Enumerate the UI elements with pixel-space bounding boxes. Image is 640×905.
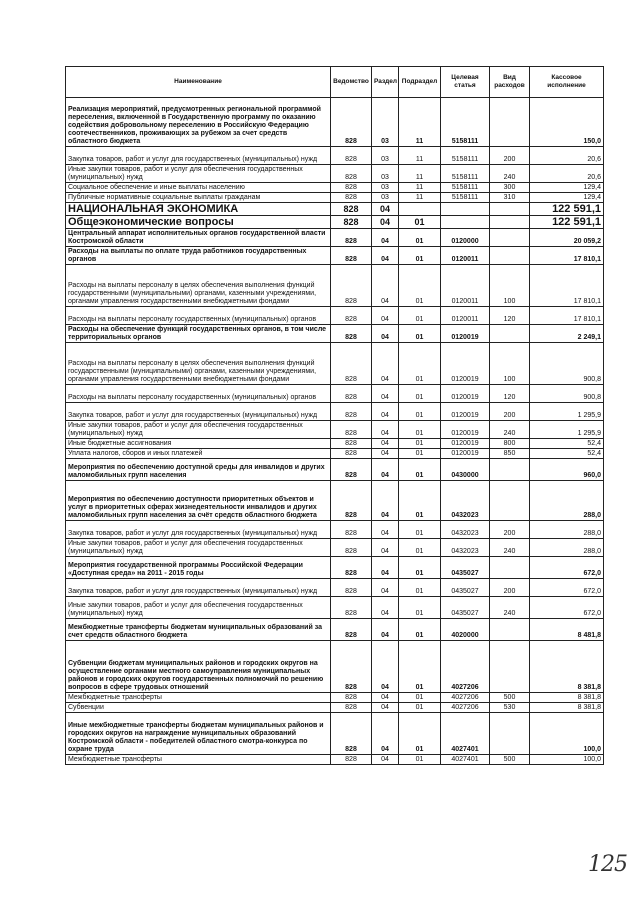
cell-agency: 828	[331, 421, 372, 439]
cell-cash-execution: 129,4	[530, 193, 604, 203]
cell-agency: 828	[331, 481, 372, 521]
cell-agency: 828	[331, 265, 372, 307]
cell-expense-type	[490, 641, 530, 693]
cell-agency: 828	[331, 98, 372, 147]
cell-name: Иные закупки товаров, работ и услуг для обеспечения государственных (муниципальных) нужд	[66, 165, 331, 183]
cell-target-article: 4027401	[441, 713, 490, 755]
table-row	[66, 265, 604, 307]
cell-agency: 828	[331, 229, 372, 247]
cell-agency: 828	[331, 403, 372, 421]
col-header-section: Раздел	[372, 67, 399, 98]
cell-agency: 828	[331, 165, 372, 183]
cell-cash-execution: 900,8	[530, 385, 604, 403]
cell-name: Межбюджетные трансферты	[66, 693, 331, 703]
cell-section: 04	[372, 307, 399, 325]
cell-target-article: 5158111	[441, 183, 490, 193]
table-row	[66, 229, 604, 247]
cell-target-article: 0120011	[441, 247, 490, 265]
cell-agency: 828	[331, 557, 372, 579]
table-row	[66, 693, 604, 703]
cell-section: 04	[372, 439, 399, 449]
cell-agency: 828	[331, 247, 372, 265]
cell-section: 04	[372, 481, 399, 521]
cell-name: Закупка товаров, работ и услуг для государственных (муниципальных) нужд	[66, 579, 331, 597]
cell-name: Уплата налогов, сборов и иных платежей	[66, 449, 331, 459]
cell-cash-execution: 100,0	[530, 713, 604, 755]
cell-target-article: 0120019	[441, 421, 490, 439]
cell-name: Межбюджетные трансферты бюджетам муниципальных образований за счет средств областного бюджета	[66, 619, 331, 641]
cell-target-article: 0432023	[441, 481, 490, 521]
cell-target-article: 0120019	[441, 449, 490, 459]
cell-name: Иные бюджетные ассигнования	[66, 439, 331, 449]
cell-expense-type: 240	[490, 421, 530, 439]
cell-subsection: 01	[399, 325, 441, 343]
cell-subsection: 01	[399, 557, 441, 579]
cell-cash-execution: 100,0	[530, 755, 604, 765]
cell-name: Мероприятия по обеспечению доступности приоритетных объектов и услуг в приоритетных сферах жизнедеятельности инвалидов и других маломобильных групп населения за счёт средств областного бюджета	[66, 481, 331, 521]
cell-section: 04	[372, 403, 399, 421]
cell-section: 04	[372, 579, 399, 597]
cell-subsection: 11	[399, 98, 441, 147]
cell-subsection: 01	[399, 216, 441, 229]
cell-expense-type: 240	[490, 539, 530, 557]
table-row	[66, 165, 604, 183]
cell-section: 04	[372, 619, 399, 641]
cell-expense-type: 310	[490, 193, 530, 203]
cell-agency: 828	[331, 193, 372, 203]
cell-subsection: 01	[399, 449, 441, 459]
cell-expense-type	[490, 459, 530, 481]
cell-expense-type	[490, 325, 530, 343]
cell-name: Общеэкономические вопросы	[66, 216, 331, 229]
cell-section: 04	[372, 216, 399, 229]
cell-subsection: 01	[399, 597, 441, 619]
cell-section: 03	[372, 147, 399, 165]
cell-expense-type: 120	[490, 307, 530, 325]
cell-subsection: 11	[399, 147, 441, 165]
cell-agency: 828	[331, 693, 372, 703]
cell-subsection: 01	[399, 539, 441, 557]
cell-expense-type: 800	[490, 439, 530, 449]
cell-section: 04	[372, 325, 399, 343]
cell-name: Иные закупки товаров, работ и услуг для обеспечения государственных (муниципальных) нужд	[66, 597, 331, 619]
cell-subsection: 01	[399, 641, 441, 693]
cell-name: Закупка товаров, работ и услуг для государственных (муниципальных) нужд	[66, 521, 331, 539]
cell-section: 04	[372, 521, 399, 539]
table-row	[66, 385, 604, 403]
cell-subsection: 01	[399, 343, 441, 385]
cell-section: 04	[372, 539, 399, 557]
table-row	[66, 403, 604, 421]
cell-expense-type: 530	[490, 703, 530, 713]
cell-name: Иные закупки товаров, работ и услуг для обеспечения государственных (муниципальных) нужд	[66, 421, 331, 439]
cell-agency: 828	[331, 216, 372, 229]
cell-expense-type: 850	[490, 449, 530, 459]
cell-agency: 828	[331, 385, 372, 403]
table-header-row	[66, 67, 604, 98]
cell-cash-execution: 20 059,2	[530, 229, 604, 247]
cell-agency: 828	[331, 539, 372, 557]
col-header-name: Наименование	[66, 67, 331, 98]
table-row	[66, 459, 604, 481]
cell-name: Иные межбюджетные трансферты бюджетам муниципальных районов и городских округов на награждение муниципальных образований Костромской области - победителей областного смотра-конкурса по охране труда	[66, 713, 331, 755]
cell-target-article: 0432023	[441, 539, 490, 557]
cell-name: Иные закупки товаров, работ и услуг для обеспечения государственных (муниципальных) нужд	[66, 539, 331, 557]
cell-expense-type	[490, 229, 530, 247]
cell-expense-type	[490, 557, 530, 579]
col-header-cash-execution: Кассовое исполнение	[530, 67, 604, 98]
cell-cash-execution: 17 810,1	[530, 307, 604, 325]
table-row	[66, 147, 604, 165]
cell-expense-type: 120	[490, 385, 530, 403]
cell-cash-execution: 672,0	[530, 597, 604, 619]
cell-cash-execution: 17 810,1	[530, 247, 604, 265]
cell-cash-execution: 900,8	[530, 343, 604, 385]
table-row	[66, 641, 604, 693]
cell-subsection: 11	[399, 183, 441, 193]
cell-subsection: 11	[399, 165, 441, 183]
col-header-agency: Ведомство	[331, 67, 372, 98]
cell-target-article: 4020000	[441, 619, 490, 641]
cell-section: 03	[372, 193, 399, 203]
cell-agency: 828	[331, 703, 372, 713]
cell-target-article: 0430000	[441, 459, 490, 481]
table-row	[66, 703, 604, 713]
cell-target-article: 4027206	[441, 703, 490, 713]
cell-section: 04	[372, 557, 399, 579]
col-header-expense-type: Вид расходов	[490, 67, 530, 98]
cell-agency: 828	[331, 307, 372, 325]
table-row	[66, 439, 604, 449]
cell-name: Мероприятия государственной программы Российской Федерации «Доступная среда» на 2011 - 2015 годы	[66, 557, 331, 579]
table-row	[66, 755, 604, 765]
cell-section: 04	[372, 203, 399, 216]
cell-section: 04	[372, 421, 399, 439]
cell-expense-type: 240	[490, 597, 530, 619]
cell-subsection: 01	[399, 439, 441, 449]
cell-cash-execution: 1 295,9	[530, 421, 604, 439]
cell-target-article: 5158111	[441, 165, 490, 183]
table-row	[66, 98, 604, 147]
cell-section: 03	[372, 183, 399, 193]
cell-section: 04	[372, 247, 399, 265]
cell-cash-execution: 122 591,1	[530, 203, 604, 216]
cell-cash-execution: 960,0	[530, 459, 604, 481]
budget-sheet	[65, 66, 603, 765]
cell-section: 04	[372, 641, 399, 693]
table-row	[66, 325, 604, 343]
table-row	[66, 557, 604, 579]
cell-subsection: 01	[399, 481, 441, 521]
cell-cash-execution: 8 381,8	[530, 703, 604, 713]
table-row	[66, 343, 604, 385]
cell-section: 04	[372, 343, 399, 385]
cell-name: Расходы на выплаты персоналу государственных (муниципальных) органов	[66, 385, 331, 403]
cell-target-article: 0120019	[441, 325, 490, 343]
cell-target-article: 4027401	[441, 755, 490, 765]
cell-target-article: 0120019	[441, 403, 490, 421]
cell-agency: 828	[331, 579, 372, 597]
cell-agency: 828	[331, 343, 372, 385]
cell-cash-execution: 52,4	[530, 439, 604, 449]
cell-cash-execution: 2 249,1	[530, 325, 604, 343]
cell-name: Реализация мероприятий, предусмотренных региональной программой переселения, включенной в Государственную программу по оказанию содействия добровольному переселению в Российскую Федерацию соотечественников, проживающих за рубежом за счет средств областного бюджета	[66, 98, 331, 147]
cell-agency: 828	[331, 597, 372, 619]
table-row	[66, 619, 604, 641]
cell-agency: 828	[331, 449, 372, 459]
cell-name: Межбюджетные трансферты	[66, 755, 331, 765]
cell-agency: 828	[331, 325, 372, 343]
cell-cash-execution: 8 481,8	[530, 619, 604, 641]
cell-target-article: 5158111	[441, 98, 490, 147]
cell-name: Закупка товаров, работ и услуг для государственных (муниципальных) нужд	[66, 147, 331, 165]
cell-subsection: 01	[399, 579, 441, 597]
cell-subsection: 01	[399, 307, 441, 325]
cell-target-article: 0120000	[441, 229, 490, 247]
table-row	[66, 216, 604, 229]
cell-target-article: 5158111	[441, 193, 490, 203]
cell-name: НАЦИОНАЛЬНАЯ ЭКОНОМИКА	[66, 203, 331, 216]
cell-target-article: 5158111	[441, 147, 490, 165]
cell-agency: 828	[331, 713, 372, 755]
cell-target-article: 0120011	[441, 307, 490, 325]
cell-expense-type	[490, 481, 530, 521]
cell-section: 04	[372, 459, 399, 481]
cell-section: 04	[372, 229, 399, 247]
cell-target-article: 0435027	[441, 557, 490, 579]
cell-target-article: 0432023	[441, 521, 490, 539]
cell-name: Субвенции	[66, 703, 331, 713]
table-row	[66, 597, 604, 619]
cell-target-article: 4027206	[441, 693, 490, 703]
cell-cash-execution: 20,6	[530, 147, 604, 165]
col-header-target-article: Целевая статья	[441, 67, 490, 98]
cell-target-article: 0435027	[441, 597, 490, 619]
cell-agency: 828	[331, 439, 372, 449]
cell-subsection: 01	[399, 703, 441, 713]
cell-section: 04	[372, 755, 399, 765]
cell-expense-type: 500	[490, 755, 530, 765]
cell-target-article: 0120019	[441, 385, 490, 403]
cell-section: 04	[372, 693, 399, 703]
cell-name: Закупка товаров, работ и услуг для государственных (муниципальных) нужд	[66, 403, 331, 421]
cell-name: Расходы на выплаты персоналу в целях обеспечения выполнения функций государственными (муниципальными) органами, казенными учреждениями, органами управления государственными внебюджетными фондами	[66, 343, 331, 385]
cell-agency: 828	[331, 183, 372, 193]
cell-expense-type	[490, 247, 530, 265]
cell-expense-type	[490, 619, 530, 641]
cell-expense-type: 200	[490, 147, 530, 165]
table-row	[66, 449, 604, 459]
cell-agency: 828	[331, 203, 372, 216]
cell-expense-type: 300	[490, 183, 530, 193]
cell-target-article: 0120019	[441, 439, 490, 449]
table-row	[66, 307, 604, 325]
cell-subsection: 11	[399, 193, 441, 203]
table-row	[66, 203, 604, 216]
cell-agency: 828	[331, 459, 372, 481]
cell-expense-type: 200	[490, 579, 530, 597]
cell-name: Мероприятия по обеспечению доступной среды для инвалидов и других маломобильных групп населения	[66, 459, 331, 481]
cell-cash-execution: 8 381,8	[530, 693, 604, 703]
cell-subsection: 01	[399, 421, 441, 439]
cell-subsection: 01	[399, 265, 441, 307]
cell-section: 04	[372, 713, 399, 755]
cell-target-article: 4027206	[441, 641, 490, 693]
cell-section: 04	[372, 703, 399, 713]
cell-cash-execution: 288,0	[530, 539, 604, 557]
cell-name: Центральный аппарат исполнительных органов государственной власти Костромской области	[66, 229, 331, 247]
table-row	[66, 421, 604, 439]
budget-table	[65, 66, 604, 765]
cell-name: Расходы на выплаты персоналу государственных (муниципальных) органов	[66, 307, 331, 325]
table-row	[66, 183, 604, 193]
table-row	[66, 713, 604, 755]
cell-expense-type	[490, 203, 530, 216]
table-row	[66, 247, 604, 265]
cell-cash-execution: 672,0	[530, 557, 604, 579]
cell-cash-execution: 1 295,9	[530, 403, 604, 421]
cell-cash-execution: 288,0	[530, 521, 604, 539]
cell-cash-execution: 122 591,1	[530, 216, 604, 229]
cell-expense-type	[490, 216, 530, 229]
col-header-subsection: Подраздел	[399, 67, 441, 98]
cell-section: 04	[372, 597, 399, 619]
cell-subsection: 01	[399, 247, 441, 265]
cell-agency: 828	[331, 521, 372, 539]
cell-section: 03	[372, 165, 399, 183]
cell-expense-type: 200	[490, 403, 530, 421]
cell-name: Расходы на выплаты персоналу в целях обеспечения выполнения функций государственными (муниципальными) органами, казенными учреждениями, органами управления государственными внебюджетными фондами	[66, 265, 331, 307]
cell-expense-type	[490, 713, 530, 755]
cell-expense-type: 100	[490, 265, 530, 307]
cell-subsection	[399, 203, 441, 216]
cell-name: Расходы на выплаты по оплате труда работников государственных органов	[66, 247, 331, 265]
cell-agency: 828	[331, 619, 372, 641]
cell-cash-execution: 52,4	[530, 449, 604, 459]
cell-cash-execution: 672,0	[530, 579, 604, 597]
cell-subsection: 01	[399, 459, 441, 481]
page-number: 125	[588, 852, 627, 877]
cell-section: 04	[372, 265, 399, 307]
cell-target-article	[441, 203, 490, 216]
cell-name: Публичные нормативные социальные выплаты гражданам	[66, 193, 331, 203]
cell-target-article: 0120011	[441, 265, 490, 307]
cell-section: 04	[372, 449, 399, 459]
cell-name: Субвенции бюджетам муниципальных районов и городских округов на осуществление органами местного самоуправления муниципальных районов и городских округов государственных полномочий по решению вопросов в сфере трудовых отношений	[66, 641, 331, 693]
cell-expense-type: 240	[490, 165, 530, 183]
table-row	[66, 521, 604, 539]
cell-subsection: 01	[399, 521, 441, 539]
cell-expense-type	[490, 98, 530, 147]
cell-expense-type: 100	[490, 343, 530, 385]
cell-agency: 828	[331, 147, 372, 165]
cell-name: Расходы на обеспечение функций государственных органов, в том числе территориальных органов	[66, 325, 331, 343]
cell-expense-type: 200	[490, 521, 530, 539]
cell-subsection: 01	[399, 693, 441, 703]
cell-agency: 828	[331, 755, 372, 765]
cell-subsection: 01	[399, 619, 441, 641]
cell-target-article: 0435027	[441, 579, 490, 597]
cell-cash-execution: 20,6	[530, 165, 604, 183]
cell-subsection: 01	[399, 713, 441, 755]
cell-agency: 828	[331, 641, 372, 693]
cell-target-article	[441, 216, 490, 229]
cell-subsection: 01	[399, 403, 441, 421]
table-row	[66, 481, 604, 521]
cell-subsection: 01	[399, 385, 441, 403]
cell-expense-type: 500	[490, 693, 530, 703]
table-body	[66, 98, 604, 765]
table-row	[66, 193, 604, 203]
cell-cash-execution: 288,0	[530, 481, 604, 521]
cell-cash-execution: 150,0	[530, 98, 604, 147]
table-row	[66, 539, 604, 557]
cell-subsection: 01	[399, 229, 441, 247]
table-row	[66, 579, 604, 597]
cell-section: 03	[372, 98, 399, 147]
cell-cash-execution: 129,4	[530, 183, 604, 193]
cell-cash-execution: 8 381,8	[530, 641, 604, 693]
cell-target-article: 0120019	[441, 343, 490, 385]
cell-cash-execution: 17 810,1	[530, 265, 604, 307]
cell-name: Социальное обеспечение и иные выплаты населению	[66, 183, 331, 193]
cell-section: 04	[372, 385, 399, 403]
cell-subsection: 01	[399, 755, 441, 765]
